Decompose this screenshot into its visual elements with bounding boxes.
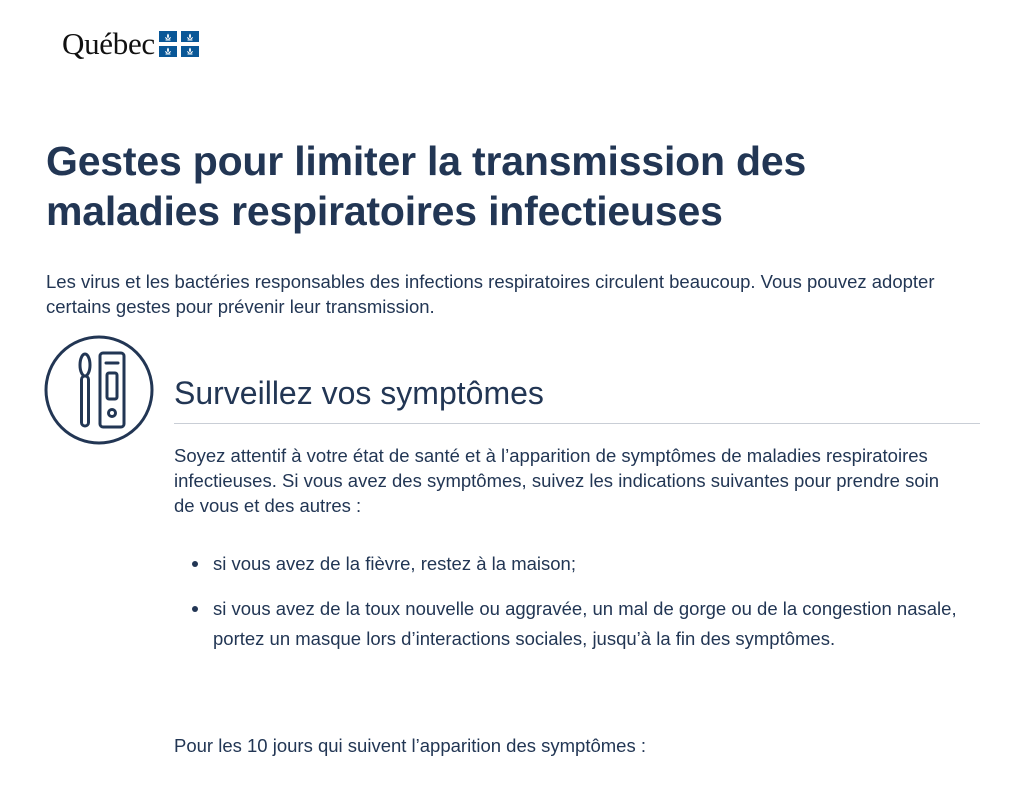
logo-wordmark: Québec bbox=[62, 26, 155, 61]
list-item bbox=[174, 549, 964, 579]
list-item-text: si vous avez de la fièvre, restez à la maison; bbox=[213, 553, 576, 574]
list-item bbox=[174, 594, 964, 654]
bullet-dot-icon bbox=[192, 561, 198, 567]
list-item-text: si vous avez de la toux nouvelle ou aggravée, un mal de gorge ou de la congestion nasale, portez un masque lors d’interactions sociales, jusqu’à la fin des symptômes. bbox=[213, 598, 957, 649]
page-title: Gestes pour limiter la transmission des maladies respiratoires infectieuses bbox=[46, 138, 807, 234]
rapid-test-swab-icon bbox=[44, 335, 154, 445]
section-heading: Surveillez vos symptômes bbox=[174, 375, 544, 411]
symptom-instructions-list bbox=[174, 549, 964, 654]
section-divider bbox=[174, 423, 980, 424]
bullet-dot-icon bbox=[192, 606, 198, 612]
quebec-logo[interactable] bbox=[62, 28, 199, 59]
followup-paragraph: Pour les 10 jours qui suivent l’apparition des symptômes : bbox=[174, 735, 646, 756]
fleurdelise-flag-icon bbox=[159, 31, 199, 57]
section-body-paragraph: Soyez attentif à votre état de santé et à l’apparition de symptômes de maladies respiratoires infectieuses. Si vous avez des symptômes, suivez les indications suivantes pour prendre soin de vous et des autres : bbox=[174, 445, 940, 516]
intro-paragraph: Les virus et les bactéries responsables des infections respiratoires circulent beaucoup. Vous pouvez adopter certains gestes pour prévenir leur transmission. bbox=[46, 271, 935, 317]
